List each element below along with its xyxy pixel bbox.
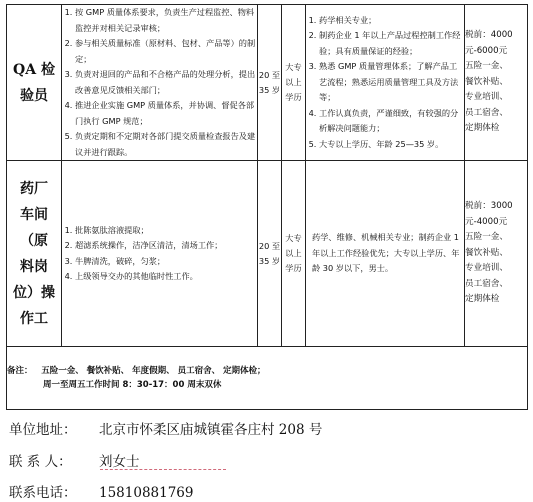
duty-item: 1. 批陈氨肽溶液提取； xyxy=(75,223,257,239)
duty-item: 2. 参与相关质量标准（原材料、包材、产品等）的制定； xyxy=(75,36,257,67)
address-value: 北京市怀柔区庙城镇霍各庄村 208 号 xyxy=(99,422,323,438)
contact-phone xyxy=(9,481,193,501)
requirement-item: 2. 制药企业 1 年以上产品过程控制工作经验；具有质量保证的经验； xyxy=(319,28,464,59)
job-requirements-operator xyxy=(306,161,465,347)
notes-cell xyxy=(7,347,528,410)
requirement-item: 4. 工作认真负责，严谨细致，有较强的分析解决问题能力； xyxy=(319,106,464,137)
duty-item: 4. 推进企业实施 GMP 质量体系，并协调、督促各部门执行 GMP 规范； xyxy=(75,98,257,129)
contact-person xyxy=(9,450,140,470)
salary-line: 员工宿舍、 xyxy=(465,107,508,118)
job-title-line: 药厂 xyxy=(20,180,48,197)
job-age-qa: 20 至 35 岁 xyxy=(258,5,282,161)
salary-line: 税前：3000元-4000元 xyxy=(465,201,513,227)
salary-line: 五险一金、 xyxy=(465,61,508,72)
phone-label: 联系电话： xyxy=(9,485,77,501)
notes-line-2 xyxy=(7,378,527,393)
job-title-line: （原 xyxy=(20,232,48,249)
job-education-operator: 大专以上学历 xyxy=(282,161,306,347)
salary-line: 餐饮补贴、 xyxy=(465,247,508,258)
job-title-line: 验员 xyxy=(20,87,48,104)
salary-line: 专业培训、 xyxy=(465,92,508,103)
job-age-operator: 20 至 35 岁 xyxy=(258,161,282,347)
salary-line: 定期体检 xyxy=(465,294,500,305)
salary-line: 税前：4000元-6000元 xyxy=(465,30,513,56)
salary-line: 员工宿舍、 xyxy=(465,278,508,289)
person-value: 刘女士 xyxy=(99,454,140,470)
duty-item: 5. 负责定期和不定期对各部门提交质量检查报告及建议并进行跟踪。 xyxy=(75,129,257,160)
person-label: 联 系 人： xyxy=(9,454,72,470)
phone-value: 15810881769 xyxy=(99,485,194,501)
requirement-item: 3. 熟悉 GMP 质量管理体系；了解产品工艺流程；熟悉运用质量管理工具及方法等； xyxy=(319,59,464,106)
person-underline xyxy=(100,469,226,470)
job-education-qa: 大专以上学历 xyxy=(282,5,306,161)
job-salary-operator xyxy=(465,161,528,347)
notes-benefits: 五险一金、 餐饮补贴、 年度假期、 员工宿舍、 定期体检； xyxy=(41,365,266,376)
duty-item: 1. 按 GMP 质量体系要求，负责生产过程监控、物料监控并对相关记录审核； xyxy=(75,5,257,36)
notes-hours: 周一至周五工作时间 8：30-17：00 周末双休 xyxy=(43,380,222,390)
contact-address xyxy=(9,418,322,438)
salary-line: 定期体检 xyxy=(465,123,500,134)
job-title-line: 位）操 xyxy=(13,284,55,301)
jobs-table xyxy=(6,4,528,410)
duty-item: 3. 牛脾清洗，破碎，匀浆； xyxy=(75,254,257,270)
job-row-operator xyxy=(7,161,528,347)
job-duties-operator xyxy=(62,161,258,347)
notes-line-1 xyxy=(7,364,527,379)
job-requirements-qa xyxy=(306,5,465,161)
job-title-operator xyxy=(7,161,62,347)
duty-item: 4. 上级领导交办的其他临时性工作。 xyxy=(75,269,257,285)
job-title-line: 作工 xyxy=(20,310,48,327)
salary-line: 餐饮补贴、 xyxy=(465,76,508,87)
notes-label: 备注： xyxy=(7,365,33,376)
job-row-qa xyxy=(7,5,528,161)
job-title-line: QA 检 xyxy=(13,61,55,78)
requirement-item: 药学、维修、机械相关专业；制药企业 1 年以上工作经验优先；大专以上学历、年龄 30 岁以下，男士。 xyxy=(312,232,460,274)
job-title-qa xyxy=(7,5,62,161)
requirement-item: 1. 药学相关专业； xyxy=(319,13,464,29)
job-duties-qa xyxy=(62,5,258,161)
salary-line: 五险一金、 xyxy=(465,232,508,243)
job-title-line: 车间 xyxy=(20,206,48,223)
notes-row xyxy=(7,347,528,410)
duty-item: 3. 负责对退回的产品和不合格产品的处理分析，提出改善意见反馈相关部门； xyxy=(75,67,257,98)
job-salary-qa xyxy=(465,5,528,161)
address-label: 单位地址： xyxy=(9,422,77,438)
duty-item: 2. 超滤系统操作，洁净区清洁，清场工作； xyxy=(75,238,257,254)
salary-line: 专业培训、 xyxy=(465,263,508,274)
requirement-item: 5. 大专以上学历、年龄 25—35 岁。 xyxy=(319,137,464,153)
job-title-line: 料岗 xyxy=(20,258,48,275)
